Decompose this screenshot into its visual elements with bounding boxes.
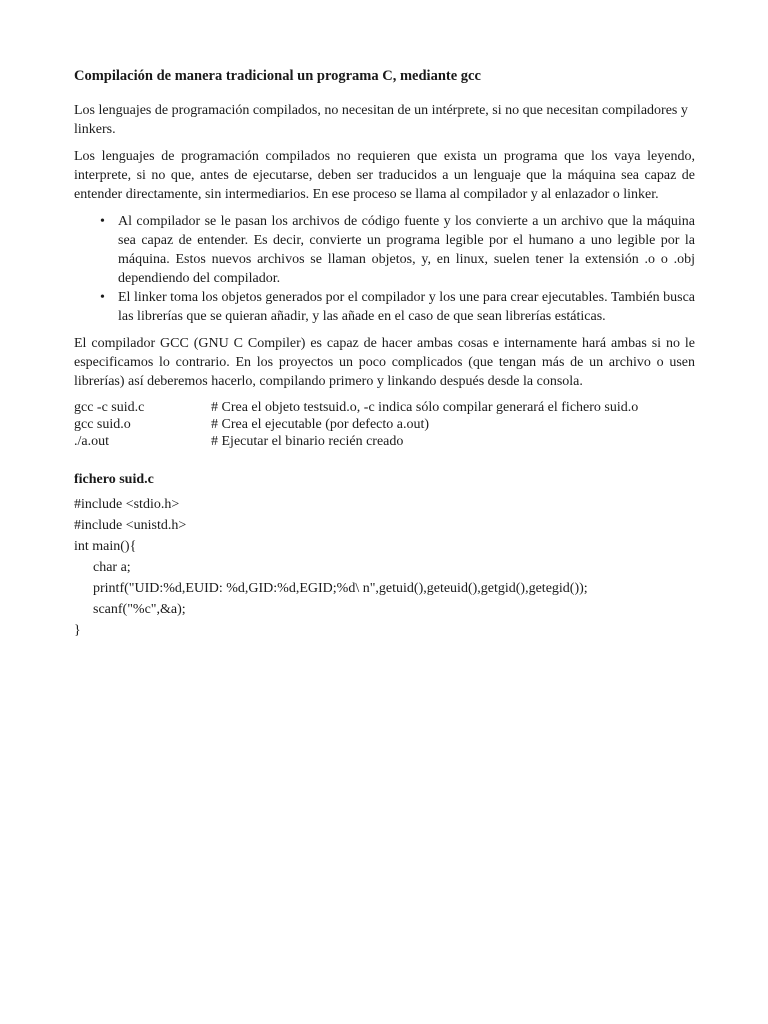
compiled-languages-paragraph: Los lenguajes de programación compilados no requieren que exista un programa que los vaya leyendo, interprete, si no que, antes de ejecutarse, deben ser traducidos a un lenguaje que la máquina sea capaz de entender directamente, sin intermediarios. En ese proceso se llama al compilador y al enlazador o linker.: [74, 149, 695, 202]
bullet-marker: •: [100, 290, 105, 305]
list-item: [100, 212, 695, 288]
command-comment: # Ejecutar el binario recién creado: [211, 434, 404, 449]
gcc-paragraph: El compilador GCC (GNU C Compiler) es capaz de hacer ambas cosas e internamente hará ambas si no le especificamos lo contrario. En los proyectos un poco complicados (que tengan más de un archivo o usen librerías) así deberemos hacerlo, compilando primero y linkando después desde la consola.: [74, 336, 695, 389]
code-line: printf("UID:%d,EUID: %d,GID:%d,EGID;%d\ n",getuid(),geteuid(),getgid(),getegid());: [93, 581, 588, 596]
code-line: char a;: [93, 560, 131, 575]
document-title: Compilación de manera tradicional un programa C, mediante gcc: [74, 68, 481, 84]
code-line: int main(){: [74, 539, 137, 554]
list-item: [100, 288, 695, 326]
command-text: gcc suid.o: [74, 417, 131, 432]
command-row: [74, 433, 695, 450]
command-row: [74, 399, 695, 416]
bullet-marker: •: [100, 214, 105, 229]
command-list: [74, 399, 695, 450]
command-row: [74, 416, 695, 433]
intro-paragraph: Los lenguajes de programación compilados, no necesitan de un intérprete, si no que necesitan compiladores y linkers.: [74, 103, 688, 137]
bullet-list: [74, 212, 695, 326]
list-item-text: El linker toma los objetos generados por el compilador y los une para crear ejecutables. También busca las librerías que se quieran añadir, y las añade en el caso de que sean librerías estáticas.: [118, 290, 695, 324]
command-comment: # Crea el ejecutable (por defecto a.out): [211, 417, 430, 432]
code-line: #include <unistd.h>: [74, 518, 187, 533]
command-comment: # Crea el objeto testsuid.o, -c indica sólo compilar generará el fichero suid.o: [211, 400, 639, 415]
code-block: [74, 494, 695, 641]
code-line: }: [74, 623, 81, 638]
command-text: ./a.out: [74, 434, 109, 449]
code-line: #include <stdio.h>: [74, 497, 180, 512]
list-item-text: Al compilador se le pasan los archivos de código fuente y los convierte a un archivo que la máquina sea capaz de entender. Es decir, convierte un programa legible por el humano a uno legible por la máquina. Estos nuevos archivos se llaman objetos, y, en linux, suelen tener la extensión .o o .obj dependiendo del compilador.: [118, 214, 695, 286]
code-line: scanf("%c",&a);: [93, 602, 186, 617]
command-text: gcc -c suid.c: [74, 400, 145, 415]
code-file-title: fichero suid.c: [74, 472, 154, 487]
